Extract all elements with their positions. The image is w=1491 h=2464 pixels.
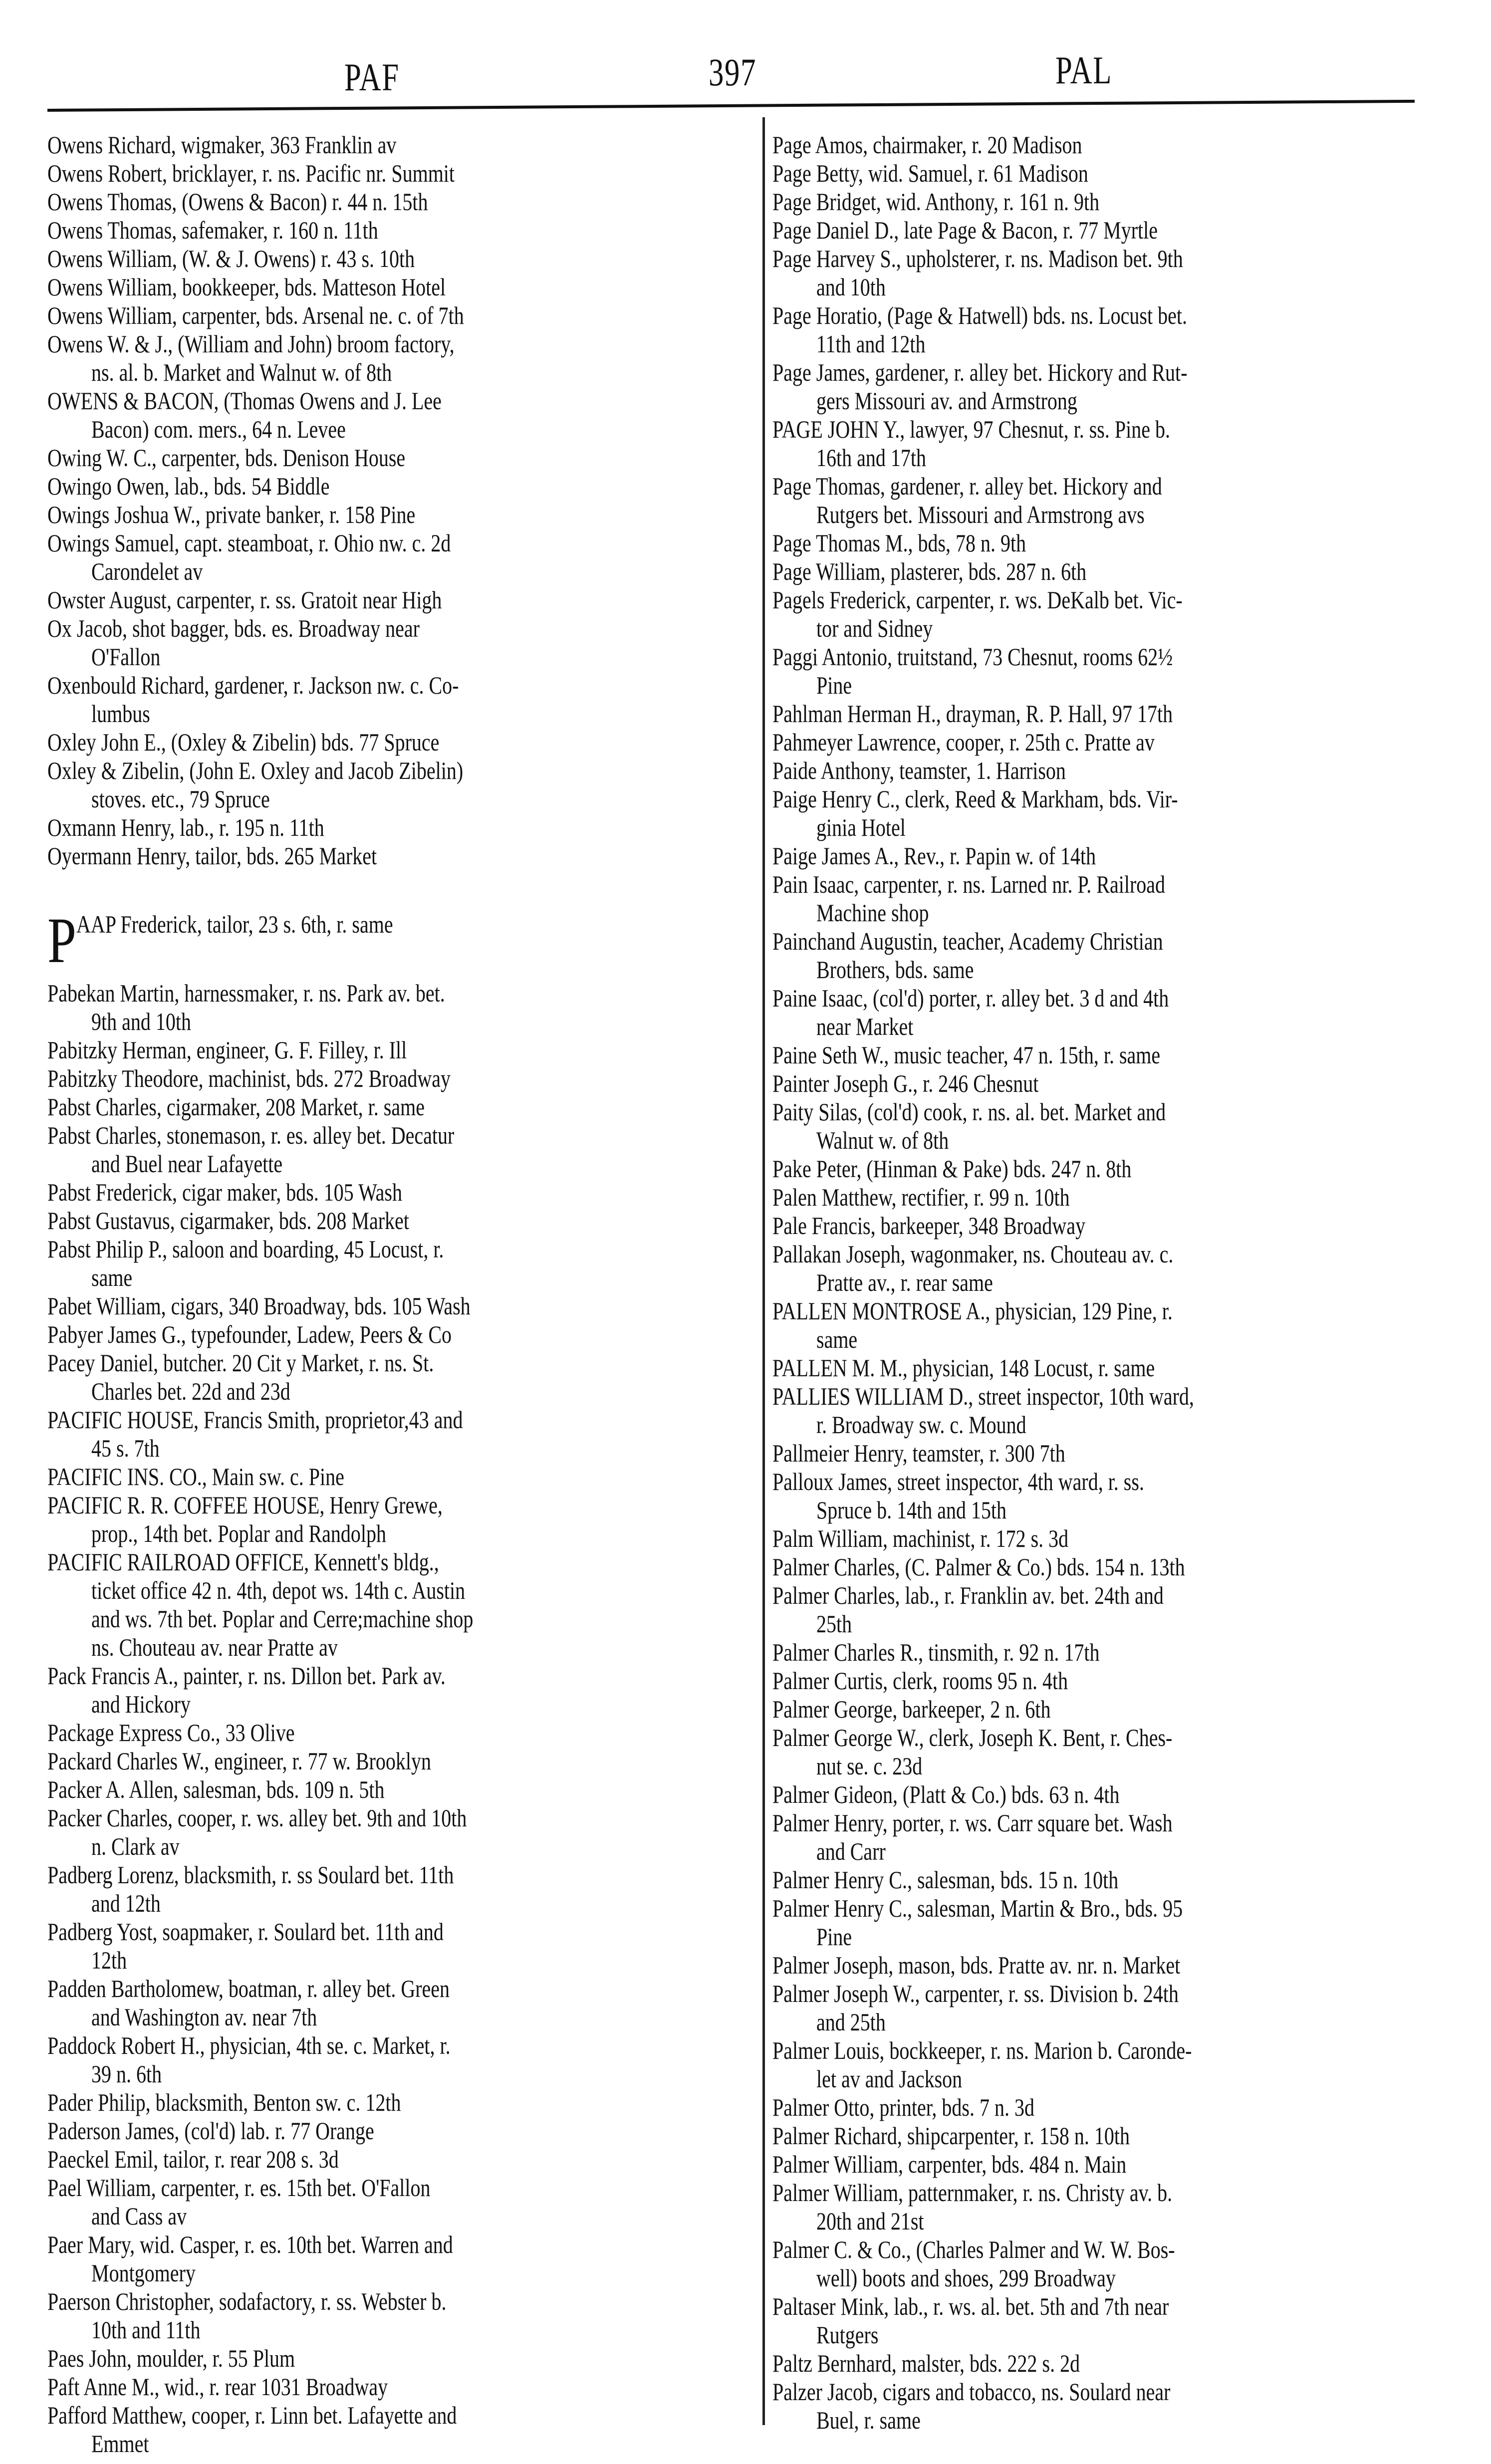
directory-entry: [47, 756, 766, 813]
entry-line: Page James, gardener, r. alley bet. Hickory and Rut-: [772, 358, 1188, 386]
directory-entry: [772, 1439, 1471, 1468]
directory-entry: [772, 1695, 1471, 1724]
entry-line: Palmer Charles, lab., r. Franklin av. bet. 24th and: [772, 1581, 1164, 1609]
entry-line: Oxenbould Richard, gardener, r. Jackson nw. c. Co-: [47, 671, 459, 699]
entry-continuation: Brothers, bds. same: [816, 956, 974, 984]
directory-entry: [47, 1974, 766, 2031]
directory-entry: [772, 1724, 1471, 1780]
directory-entry: [47, 1093, 766, 1121]
page-number: 397: [709, 50, 756, 94]
entry-line: Palmer Charles, (C. Palmer & Co.) bds. 154 n. 13th: [772, 1553, 1185, 1581]
directory-entry: [47, 273, 766, 301]
entry-continuation: Carondelet av: [91, 557, 203, 585]
entry-line: PACIFIC INS. CO., Main sw. c. Pine: [47, 1463, 344, 1490]
directory-entry: [772, 159, 1471, 188]
entry-continuation: ticket office 42 n. 4th, depot ws. 14th c. Austin: [91, 1576, 466, 1604]
directory-entry: [47, 301, 766, 330]
directory-entry: [772, 756, 1471, 785]
directory-entry: [772, 2235, 1471, 2292]
entry-line: Paine Isaac, (col'd) porter, r. alley bet. 3 d and 4th: [772, 984, 1169, 1012]
entry-line: Paige Henry C., clerk, Reed & Markham, bds. Vir-: [772, 785, 1178, 813]
directory-entry: [47, 1207, 766, 1235]
entry-line: PALLEN MONTROSE A., physician, 129 Pine, r.: [772, 1297, 1173, 1325]
entry-line: Page Daniel D., late Page & Bacon, r. 77 Myrtle: [772, 216, 1158, 244]
entry-line: Owings Samuel, capt. steamboat, r. Ohio nw. c. 2d: [47, 529, 451, 557]
entry-line: Paine Seth W., music teacher, 47 n. 15th, r. same: [772, 1041, 1161, 1069]
entry-line: Padden Bartholomew, boatman, r. alley bet. Green: [47, 1974, 450, 2002]
entry-line: Palm William, machinist, r. 172 s. 3d: [772, 1524, 1069, 1552]
entry-line: Pael William, carpenter, r. es. 15th bet. O'Fallon: [47, 2174, 431, 2202]
directory-entry: [772, 1524, 1471, 1553]
entry-continuation: ns. Chouteau av. near Pratte av: [91, 1633, 338, 1661]
entry-continuation: and 25th: [816, 2008, 886, 2036]
entry-line: Pabst Charles, stonemason, r. es. alley bet. Decatur: [47, 1121, 455, 1149]
directory-entry: [772, 1155, 1471, 1183]
entry-line: OWENS & BACON, (Thomas Owens and J. Lee: [47, 387, 442, 415]
directory-entry: [47, 1463, 766, 1491]
entry-continuation: 10th and 11th: [91, 2316, 201, 2344]
entry-line: Pale Francis, barkeeper, 348 Broadway: [772, 1212, 1086, 1239]
entry-line: Paggi Antonio, truitstand, 73 Chesnut, rooms 62½: [772, 643, 1173, 671]
entry-line: Palmer William, carpenter, bds. 484 n. Main: [772, 2150, 1127, 2178]
entry-line: Owens W. & J., (William and John) broom factory,: [47, 330, 455, 358]
entry-line: Owens Richard, wigmaker, 363 Franklin av: [47, 131, 397, 159]
directory-entry: [772, 2150, 1471, 2179]
entry-line: Palmer Joseph, mason, bds. Pratte av. nr. n. Market: [772, 1951, 1181, 1979]
entry-line: Palmer Joseph W., carpenter, r. ss. Division b. 24th: [772, 1979, 1179, 2007]
entry-continuation: r. Broadway sw. c. Mound: [816, 1411, 1026, 1439]
directory-entry: [47, 245, 766, 273]
entry-continuation: Emmet: [91, 2430, 149, 2458]
entry-line: Owens William, bookkeeper, bds. Matteson Hotel: [47, 273, 446, 301]
entry-line: Paderson James, (col'd) lab. r. 77 Orange: [47, 2117, 374, 2145]
entry-line: Palzer Jacob, cigars and tobacco, ns. Soulard near: [772, 2378, 1171, 2406]
entry-continuation: Buel, r. same: [816, 2406, 921, 2434]
entry-line: Padberg Lorenz, blacksmith, r. ss Soulard bet. 11th: [47, 1861, 454, 1889]
directory-entry: [772, 1979, 1471, 2036]
directory-entry: [772, 1667, 1471, 1695]
directory-entry: [772, 842, 1471, 870]
entry-line: PAGE JOHN Y., lawyer, 97 Chesnut, r. ss. Pine b.: [772, 415, 1170, 443]
entry-line: Palmer Henry C., salesman, Martin & Bro., bds. 95: [772, 1894, 1183, 1922]
entry-continuation: tor and Sidney: [816, 614, 933, 642]
entry-continuation: Machine shop: [816, 899, 929, 927]
entry-line: AAP Frederick, tailor, 23 s. 6th, r. same: [76, 910, 393, 938]
directory-entry: [47, 586, 766, 614]
entry-line: Paes John, moulder, r. 55 Plum: [47, 2344, 295, 2372]
entry-line: Painter Joseph G., r. 246 Chesnut: [772, 1069, 1039, 1097]
directory-entry: [47, 131, 766, 159]
directory-entry: [47, 1320, 766, 1349]
directory-entry: [772, 2292, 1471, 2349]
directory-entry: [772, 2093, 1471, 2122]
directory-entry: [772, 1354, 1471, 1382]
directory-entry: [47, 444, 766, 472]
entry-continuation: Pine: [816, 1923, 852, 1951]
directory-entry: [772, 728, 1471, 756]
entry-continuation: same: [816, 1325, 858, 1353]
right-column: [772, 131, 1471, 2435]
directory-entry: [772, 1041, 1471, 1069]
entry-line: PACIFIC RAILROAD OFFICE, Kennett's bldg.,: [47, 1548, 439, 1576]
entry-continuation: gers Missouri av. and Armstrong: [816, 387, 1077, 415]
entry-line: Pain Isaac, carpenter, r. ns. Larned nr. P. Railroad: [772, 870, 1166, 898]
entry-line: Paltaser Mink, lab., r. ws. al. bet. 5th and 7th near: [772, 2292, 1169, 2320]
entry-line: Pabst Gustavus, cigarmaker, bds. 208 Market: [47, 1207, 409, 1234]
directory-entry: [47, 1178, 766, 1207]
entry-line: Pallakan Joseph, wagonmaker, ns. Chouteau av. c.: [772, 1240, 1174, 1268]
entry-continuation: Rutgers bet. Missouri and Armstrong avs: [816, 500, 1145, 528]
entry-line: Oxley John E., (Oxley & Zibelin) bds. 77 Spruce: [47, 728, 440, 756]
entry-line: Palmer George W., clerk, Joseph K. Bent, r. Ches-: [772, 1724, 1173, 1751]
directory-entry: [47, 330, 766, 387]
directory-entry: [47, 529, 766, 586]
directory-entry: [772, 415, 1471, 472]
entry-line: Pabitzky Theodore, machinist, bds. 272 Broadway: [47, 1064, 451, 1092]
entry-continuation: Rutgers: [816, 2321, 879, 2349]
directory-entry: [772, 557, 1471, 586]
directory-entry: [772, 188, 1471, 216]
directory-entry: [47, 671, 766, 728]
directory-entry: [772, 785, 1471, 842]
entry-line: Pagels Frederick, carpenter, r. ws. DeKalb bet. Vic-: [772, 586, 1183, 614]
drop-cap: P: [47, 905, 76, 977]
directory-entry: [47, 1036, 766, 1064]
directory-entry: [47, 2230, 766, 2287]
entry-line: Oyermann Henry, tailor, bds. 265 Market: [47, 842, 377, 870]
directory-entry: [772, 2036, 1471, 2093]
entry-continuation: 25th: [816, 1610, 852, 1638]
directory-entry: [47, 728, 766, 756]
directory-entry: [772, 927, 1471, 984]
entry-line: Palen Matthew, rectifier, r. 99 n. 10th: [772, 1183, 1070, 1211]
entry-line: Pabekan Martin, harnessmaker, r. ns. Park av. bet.: [47, 979, 445, 1007]
entry-line: Pabitzky Herman, engineer, G. F. Filley, r. Ill: [47, 1036, 407, 1064]
entry-continuation: 45 s. 7th: [91, 1434, 160, 1462]
entry-line: Pallmeier Henry, teamster, r. 300 7th: [772, 1439, 1065, 1467]
entry-line: Paft Anne M., wid., r. rear 1031 Broadway: [47, 2373, 388, 2401]
directory-entry: [47, 1918, 766, 1974]
directory-entry: [47, 1804, 766, 1861]
directory-entry: [47, 1719, 766, 1747]
directory-entry: [772, 472, 1471, 529]
entry-continuation: stoves. etc., 79 Spruce: [91, 785, 270, 813]
entry-line: Page Thomas, gardener, r. alley bet. Hickory and: [772, 472, 1162, 500]
directory-entry: [772, 700, 1471, 728]
entry-line: Owens Thomas, safemaker, r. 160 n. 11th: [47, 216, 378, 244]
directory-entry: [47, 1861, 766, 1918]
entry-continuation: and Cass av: [91, 2202, 187, 2230]
directory-entry: [772, 870, 1471, 927]
entry-line: PACIFIC R. R. COFFEE HOUSE, Henry Grewe,: [47, 1491, 443, 1519]
entry-line: PALLIES WILLIAM D., street inspector, 10th ward,: [772, 1382, 1194, 1410]
directory-entry: [47, 2117, 766, 2145]
entry-line: Pabst Frederick, cigar maker, bds. 105 Wash: [47, 1178, 402, 1206]
entry-line: Owens William, carpenter, bds. Arsenal ne. c. of 7th: [47, 301, 464, 329]
entry-line: Page Thomas M., bds, 78 n. 9th: [772, 529, 1026, 557]
entry-continuation: 12th: [91, 1946, 127, 1974]
directory-entry: [772, 2349, 1471, 2378]
entry-continuation: prop., 14th bet. Poplar and Randolph: [91, 1519, 387, 1547]
entry-line: Packard Charles W., engineer, r. 77 w. Brooklyn: [47, 1747, 431, 1775]
directory-entry: [47, 2145, 766, 2174]
entry-line: Palmer Henry C., salesman, bds. 15 n. 10th: [772, 1866, 1119, 1894]
directory-entry: [47, 1292, 766, 1320]
directory-entry: [47, 842, 766, 870]
directory-entry: [47, 387, 766, 444]
directory-entry: [47, 472, 766, 500]
directory-entry: [772, 1894, 1471, 1951]
directory-entry: [772, 1866, 1471, 1894]
entry-continuation: Spruce b. 14th and 15th: [816, 1496, 1007, 1524]
directory-entry: [772, 1809, 1471, 1866]
entry-continuation: Bacon) com. mers., 64 n. Levee: [91, 415, 346, 443]
entry-line: Paddock Robert H., physician, 4th se. c. Market, r.: [47, 2031, 451, 2059]
entry-continuation: n. Clark av: [91, 1832, 180, 1860]
entry-continuation: near Market: [816, 1012, 914, 1040]
entry-line: Packer A. Allen, salesman, bds. 109 n. 5th: [47, 1775, 385, 1803]
entry-line: Paerson Christopher, sodafactory, r. ss. Webster b.: [47, 2287, 447, 2315]
directory-entry: [47, 216, 766, 245]
entry-line: Painchand Augustin, teacher, Academy Christian: [772, 927, 1163, 955]
entry-line: Palmer Louis, bockkeeper, r. ns. Marion b. Caronde-: [772, 2036, 1192, 2064]
entry-line: Pabst Philip P., saloon and boarding, 45 Locust, r.: [47, 1235, 444, 1263]
entry-line: Package Express Co., 33 Olive: [47, 1719, 295, 1746]
running-head-right: PAL: [1055, 48, 1113, 92]
entry-line: Page Horatio, (Page & Hatwell) bds. ns. Locust bet.: [772, 301, 1187, 329]
entry-continuation: Charles bet. 22d and 23d: [91, 1377, 290, 1405]
directory-entry: [47, 1121, 766, 1178]
directory-entry: [772, 1553, 1471, 1581]
entry-line: Palmer George, barkeeper, 2 n. 6th: [772, 1695, 1051, 1723]
directory-entry: [47, 2401, 766, 2458]
directory-entry: [772, 1780, 1471, 1809]
entry-continuation: and ws. 7th bet. Poplar and Cerre;machine shop: [91, 1605, 474, 1633]
entry-line: Pacey Daniel, butcher. 20 Cit y Market, r. ns. St.: [47, 1349, 434, 1377]
entry-line: Padberg Yost, soapmaker, r. Soulard bet. 11th and: [47, 1918, 444, 1946]
entry-continuation: same: [91, 1263, 133, 1291]
directory-entry: [47, 979, 766, 1036]
directory-entry: [772, 1297, 1471, 1354]
entry-line: Owens Thomas, (Owens & Bacon) r. 44 n. 15th: [47, 188, 428, 216]
entry-continuation: Walnut w. of 8th: [816, 1126, 949, 1154]
entry-line: PACIFIC HOUSE, Francis Smith, proprietor,43 and: [47, 1406, 463, 1434]
directory-entry: [772, 1098, 1471, 1155]
directory-entry: [47, 1064, 766, 1093]
entry-line: Owens Robert, bricklayer, r. ns. Pacific nr. Summit: [47, 159, 455, 187]
entry-continuation: 16th and 17th: [816, 444, 926, 472]
directory-entry: [47, 813, 766, 842]
entry-line: Pabet William, cigars, 340 Broadway, bds. 105 Wash: [47, 1292, 471, 1320]
entry-line: Page Bridget, wid. Anthony, r. 161 n. 9th: [772, 188, 1100, 216]
entry-continuation: Pratte av., r. rear same: [816, 1268, 993, 1296]
entry-line: Owingo Owen, lab., bds. 54 Biddle: [47, 472, 330, 500]
section-start-entry: [47, 905, 766, 977]
entry-line: Palmer Henry, porter, r. ws. Carr square bet. Wash: [772, 1809, 1173, 1837]
entry-line: Oxley & Zibelin, (John E. Oxley and Jacob Zibelin): [47, 756, 464, 784]
left-column: [47, 131, 766, 2458]
entry-line: Paide Anthony, teamster, 1. Harrison: [772, 756, 1066, 784]
directory-entry: [772, 1382, 1471, 1439]
directory-entry: [47, 2174, 766, 2230]
entry-line: Page William, plasterer, bds. 287 n. 6th: [772, 557, 1087, 585]
entry-line: Palloux James, street inspector, 4th ward, r. ss.: [772, 1468, 1144, 1495]
entry-continuation: 9th and 10th: [91, 1007, 191, 1035]
running-head-left: PAF: [344, 55, 400, 99]
entry-line: Packer Charles, cooper, r. ws. alley bet. 9th and 10th: [47, 1804, 467, 1832]
entry-line: Paige James A., Rev., r. Papin w. of 14th: [772, 842, 1096, 870]
directory-entry: [772, 1468, 1471, 1524]
entry-continuation: and 12th: [91, 1889, 161, 1917]
entry-line: Pake Peter, (Hinman & Pake) bds. 247 n. 8th: [772, 1155, 1132, 1183]
entry-continuation: Pine: [816, 671, 852, 699]
directory-entry: [772, 984, 1471, 1041]
entry-line: Paeckel Emil, tailor, r. rear 208 s. 3d: [47, 2145, 339, 2173]
directory-entry: [47, 1775, 766, 1804]
directory-entry: [772, 586, 1471, 643]
entry-line: Pafford Matthew, cooper, r. Linn bet. Lafayette and: [47, 2401, 457, 2429]
entry-line: Pader Philip, blacksmith, Benton sw. c. 12th: [47, 2088, 401, 2116]
directory-entry: [47, 1548, 766, 1662]
entry-line: Page Amos, chairmaker, r. 20 Madison: [772, 131, 1082, 159]
directory-entry: [47, 188, 766, 216]
directory-entry: [772, 1240, 1471, 1297]
entry-line: Palmer Charles R., tinsmith, r. 92 n. 17th: [772, 1638, 1100, 1666]
entry-line: Owing W. C., carpenter, bds. Denison House: [47, 444, 406, 472]
directory-entry: [47, 1747, 766, 1775]
entry-continuation: and Washington av. near 7th: [91, 2003, 317, 2031]
entry-line: Pahmeyer Lawrence, cooper, r. 25th c. Pratte av: [772, 728, 1155, 756]
directory-entry: [47, 2088, 766, 2117]
directory-entry: [772, 216, 1471, 245]
entry-continuation: and 10th: [816, 273, 886, 301]
directory-entry: [47, 1349, 766, 1406]
directory-entry: [47, 2031, 766, 2088]
directory-entry: [772, 358, 1471, 415]
entry-line: Palmer Otto, printer, bds. 7 n. 3d: [772, 2093, 1034, 2121]
entry-continuation: nut se. c. 23d: [816, 1752, 923, 1780]
directory-entry: [47, 1662, 766, 1719]
entry-line: PALLEN M. M., physician, 148 Locust, r. same: [772, 1354, 1155, 1382]
directory-entry: [772, 1638, 1471, 1667]
entry-continuation: and Buel near Lafayette: [91, 1150, 283, 1178]
entry-line: Palmer William, patternmaker, r. ns. Christy av. b.: [772, 2179, 1173, 2207]
entry-line: Owens William, (W. & J. Owens) r. 43 s. 10th: [47, 245, 415, 272]
entry-continuation: well) boots and shoes, 299 Broadway: [816, 2264, 1116, 2292]
directory-entry: [47, 1406, 766, 1463]
entry-continuation: Montgomery: [91, 2259, 196, 2287]
entry-line: Pabst Charles, cigarmaker, 208 Market, r. same: [47, 1093, 425, 1121]
directory-entry: [772, 2122, 1471, 2150]
entry-line: Paltz Bernhard, malster, bds. 222 s. 2d: [772, 2349, 1080, 2377]
directory-entry: [47, 500, 766, 529]
entry-line: Paity Silas, (col'd) cook, r. ns. al. bet. Market and: [772, 1098, 1166, 1126]
entry-continuation: and Hickory: [91, 1690, 191, 1718]
entry-line: Ox Jacob, shot bagger, bds. es. Broadway near: [47, 614, 420, 642]
entry-line: Oxmann Henry, lab., r. 195 n. 11th: [47, 813, 324, 841]
directory-entry: [772, 1069, 1471, 1098]
directory-entry: [772, 2179, 1471, 2235]
directory-entry: [772, 643, 1471, 700]
directory-entry: [47, 159, 766, 188]
entry-line: Page Harvey S., upholsterer, r. ns. Madison bet. 9th: [772, 245, 1183, 272]
entry-line: Palmer C. & Co., (Charles Palmer and W. W. Bos-: [772, 2235, 1175, 2263]
entry-continuation: and Carr: [816, 1837, 886, 1865]
entry-line: Pack Francis A., painter, r. ns. Dillon bet. Park av.: [47, 1662, 446, 1690]
directory-entry: [772, 1212, 1471, 1240]
directory-entry: [47, 1491, 766, 1548]
entry-line: Pabyer James G., typefounder, Ladew, Peers & Co: [47, 1320, 452, 1348]
directory-entry: [47, 2373, 766, 2401]
entry-line: Owster August, carpenter, r. ss. Gratoit near High: [47, 586, 442, 614]
header-rule: [47, 100, 1415, 112]
directory-entry: [47, 614, 766, 671]
entry-continuation: 20th and 21st: [816, 2207, 924, 2235]
entry-continuation: 11th and 12th: [816, 330, 926, 358]
entry-line: Owings Joshua W., private banker, r. 158 Pine: [47, 500, 416, 528]
directory-entry: [772, 245, 1471, 301]
directory-entry: [772, 1951, 1471, 1979]
entry-line: Page Betty, wid. Samuel, r. 61 Madison: [772, 159, 1088, 187]
directory-entry: [772, 529, 1471, 557]
entry-continuation: O'Fallon: [91, 643, 161, 671]
entry-line: Palmer Gideon, (Platt & Co.) bds. 63 n. 4th: [772, 1780, 1120, 1808]
entry-line: Pahlman Herman H., drayman, R. P. Hall, 97 17th: [772, 700, 1173, 728]
directory-entry: [772, 1581, 1471, 1638]
entry-line: Palmer Curtis, clerk, rooms 95 n. 4th: [772, 1667, 1068, 1695]
entry-continuation: let av and Jackson: [816, 2065, 963, 2093]
directory-entry: [772, 1183, 1471, 1212]
directory-entry: [47, 2344, 766, 2373]
directory-entry: [772, 131, 1471, 159]
entry-continuation: ginia Hotel: [816, 813, 906, 841]
directory-entry: [47, 1235, 766, 1292]
entry-line: Palmer Richard, shipcarpenter, r. 158 n. 10th: [772, 2122, 1130, 2150]
entry-continuation: lumbus: [91, 700, 150, 728]
directory-entry: [772, 301, 1471, 358]
directory-entry: [772, 2378, 1471, 2435]
entry-continuation: ns. al. b. Market and Walnut w. of 8th: [91, 358, 392, 386]
directory-entry: [47, 2287, 766, 2344]
entry-line: Paer Mary, wid. Casper, r. es. 10th bet. Warren and: [47, 2230, 453, 2258]
entry-continuation: 39 n. 6th: [91, 2060, 162, 2088]
